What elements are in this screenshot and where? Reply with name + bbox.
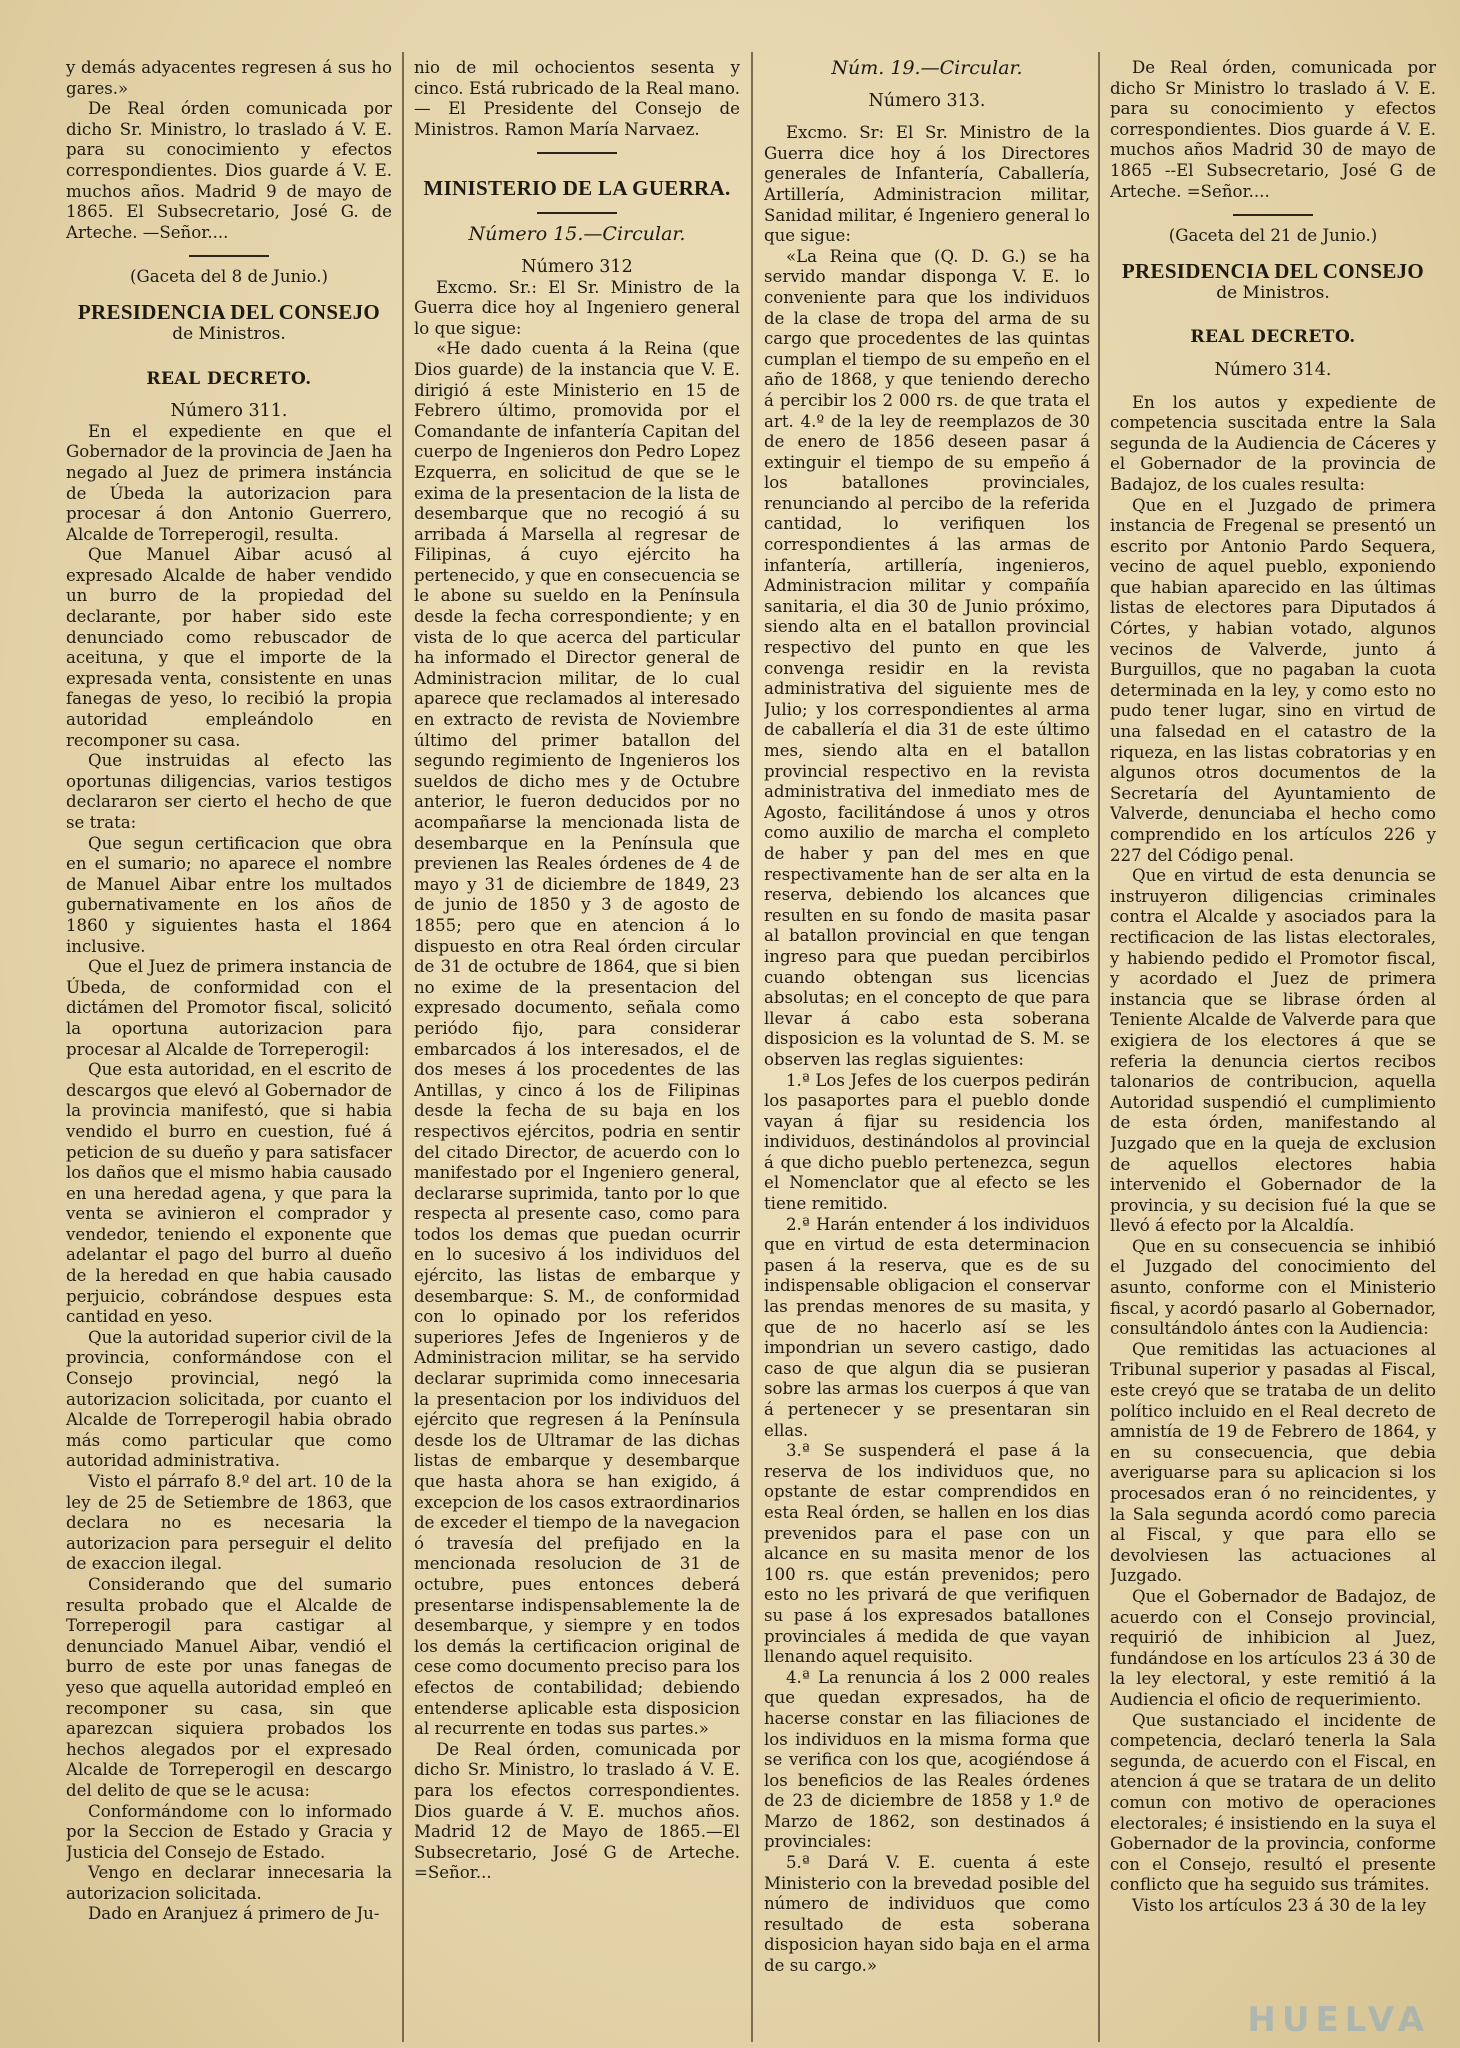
paragraph: Que la autoridad superior civil de la provincia, conformándose con el Consejo provincial, negó la autorizacion solicitada, por cuanto el Alcalde de Torreperogil habia obrado más como particular que como autoridad administrativa. bbox=[66, 1327, 392, 1471]
separator bbox=[537, 212, 617, 214]
section-heading: MINISTERIO DE LA GUERRA. bbox=[423, 176, 731, 201]
paragraph: Visto el párrafo 8.º del art. 10 de la ley de 25 de Setiembre de 1863, que declara no es necesaria la autorizacion para perseguir el delito de exaccion ilegal. bbox=[66, 1472, 392, 1574]
gazette-note: (Gaceta del 8 de Junio.) bbox=[130, 267, 328, 287]
column-rule bbox=[751, 52, 753, 2042]
paragraph: Que en el Juzgado de primera instancia de Fregenal se presentó un escrito por Antonio Pardo Sequera, vecino de aquel pueblo, exponiendo que habian aparecido en las últimas listas de electores para Diputados á Córtes, y habian votado, algunos vecinos de Valverde, junto á Burguillos, que no pagaban la cuota determinada en la ley, y como esto no pudo tener lugar, sino en virtud de una falsedad en el catastro de la riqueza, en las listas cobratorias y en algunos otros documentos de la Secretaría del Ayuntamiento de Valverde, denunciaba el hecho como comprendido en los artículos 226 y 227 del Código penal. bbox=[1110, 495, 1436, 865]
paragraph: En los autos y expediente de competencia suscitada entre la Sala segunda de la Audiencia de Cáceres y el Gobernador de la provincia de Badajoz, de los cuales resulta: bbox=[1110, 392, 1436, 494]
decree-title: REAL DECRETO. bbox=[146, 368, 312, 389]
paragraph: nio de mil ochocientos sesenta y cinco. Está rubricado de la Real mano. — El Presidente del Consejo de Ministros. Ramon María Narvaez. bbox=[414, 58, 740, 139]
separator bbox=[189, 255, 269, 257]
paragraph: Que instruidas al efecto las oportunas diligencias, varios testigos declararon ser cierto el hecho de que se trata: bbox=[66, 751, 392, 832]
paragraph: Conformándome con lo informado por la Seccion de Estado y Gracia y Justicia del Consejo de Estado. bbox=[66, 1801, 392, 1862]
section-heading: PRESIDENCIA DEL CONSEJO bbox=[77, 299, 381, 324]
order-number: Número 312 bbox=[521, 256, 633, 277]
paragraph: 5.ª Dará V. E. cuenta á este Ministerio con la brevedad posible del número de individuos que como resultado de esta soberana disposicion hayan sido baja en el arma de su cargo.» bbox=[764, 1853, 1090, 1976]
column-rule bbox=[1098, 52, 1100, 2042]
section-subheading: de Ministros. bbox=[172, 323, 286, 344]
paragraph: Que sustanciado el incidente de competencia, declaró tenerla la Sala segunda, de acuerdo con el Fiscal, en atencion á que se tratara de un delito comun con motivo de operaciones electorales; é insistiendo en la suya el Gobernador de la provincia, conforme con el Consejo, resultó el presente conflicto que ha seguido sus trámites. bbox=[1110, 1710, 1436, 1895]
paragraph: De Real órden comunicada por dicho Sr. Ministro, lo traslado á V. E. para su conocimiento y efectos correspondientes. Dios guarde á V. E. muchos años. Madrid 9 de mayo de 1865. El Subsecretario, José G. de Arteche. —Señor.... bbox=[66, 99, 392, 242]
paragraph: Que segun certificacion que obra en el sumario; no aparece el nombre de Manuel Aibar entre los multados gubernativamente en los años de 1860 y siguientes hasta el 1864 inclusive. bbox=[66, 833, 392, 956]
column-2 bbox=[414, 58, 740, 2034]
column-4 bbox=[1110, 58, 1436, 2034]
column-rule bbox=[402, 52, 404, 2042]
paragraph: Que remitidas las actuaciones al Tribunal superior y pasadas al Fiscal, este creyó que se trataba de un delito político incluido en el Real decreto de amnistía de 19 de Febrero de 1864, y en su consecuencia, que debia averiguarse para su aplicacion si los procesados eran ó no reincidentes, y la Sala segunda acordó como parecia al Fiscal, y que para ello se devolviesen las actuaciones al Juzgado. bbox=[1110, 1339, 1436, 1586]
paragraph: Que esta autoridad, en el escrito de descargos que elevó al Gobernador de la provincia manifestó, que si habia vendido el burro en cuestion, fué á peticion de su dueño y para satisfacer los daños que el mismo habia causado en una heredad agena, y que para la venta se avinieron el comprador y vendedor, teniendo el exponente que adelantar el pago del burro al dueño de la heredad en que habia causado perjuicio, cobrándose despues esta cantidad en yeso. bbox=[66, 1060, 392, 1327]
decree-number: Número 311. bbox=[170, 401, 288, 422]
paragraph: De Real órden, comunicada por dicho Sr. Ministro, lo traslado á V. E. para los efectos correspondientes. Dios guarde á V. E. muchos años. Madrid 12 de Mayo de 1865.—El Subsecretario, José G de Arteche. =Señor... bbox=[414, 1739, 740, 1883]
paragraph: 1.ª Los Jefes de los cuerpos pedirán los pasaportes para el pueblo donde vayan á fijar su residencia los individuos, destinándolos al provincial á que dicho pueblo pertenezca, segun el Nomenclator que al efecto se les tiene remitido. bbox=[764, 1070, 1090, 1214]
circular-title: Núm. 19.—Circular. bbox=[831, 58, 1023, 79]
paragraph: 4.ª La renuncia á los 2 000 reales que quedan expresados, ha de hacerse constar en las filiaciones de los individuos en la misma forma que se verifica con los que, acogiéndose á los beneficios de las Reales órdenes de 23 de diciembre de 1858 y 1.º de Marzo de 1862, son destinados á provinciales: bbox=[764, 1667, 1090, 1852]
column-3 bbox=[764, 58, 1090, 2034]
paragraph: Excmo. Sr: El Sr. Ministro de la Guerra dice hoy á los Directores generales de Infantería, Caballería, Artillería, Administracion militar, Sanidad militar, é Ingeniero general lo que sigue: bbox=[764, 123, 1090, 246]
decree-number: Número 314. bbox=[1214, 359, 1332, 380]
paragraph: y demás adyacentes regresen á sus ho gares.» bbox=[66, 58, 392, 98]
separator bbox=[1233, 214, 1313, 216]
paragraph: En el expediente en que el Gobernador de la provincia de Jaen ha negado al Juez de primera instáncia de Úbeda la autorizacion para procesar á don Antonio Guerrero, Alcalde de Torreperogil, resulta. bbox=[66, 421, 392, 544]
circular-title: Número 15.—Circular. bbox=[468, 223, 686, 246]
section-heading: PRESIDENCIA DEL CONSEJO bbox=[1121, 258, 1425, 283]
column-1 bbox=[66, 58, 392, 2034]
paragraph: Vengo en declarar innecesaria la autorizacion solicitada. bbox=[66, 1863, 392, 1903]
paragraph: Que el Juez de primera instancia de Úbeda, de conformidad con el dictámen del Promotor fiscal, solicitó la oportuna autorizacion para procesar al Alcalde de Torreperogil: bbox=[66, 957, 392, 1059]
paragraph: De Real órden, comunicada por dicho Sr Ministro lo traslado á V. E. para su conocimiento y efectos correspondientes. Dios guarde á V. E. muchos años Madrid 30 de mayo de 1865 --El Subsecretario, José G de Arteche. =Señor.... bbox=[1110, 58, 1436, 201]
paragraph: Que Manuel Aibar acusó al expresado Alcalde de haber vendido un burro de la propiedad del declarante, por haber sido este denunciado como rebuscador de aceituna, y que el importe de la expresada venta, consistente en unas fanegas de yeso, lo recibió la propia autoridad empleándolo en recomponer su casa. bbox=[66, 545, 392, 750]
paragraph: Visto los artículos 23 á 30 de la ley bbox=[1132, 1895, 1427, 1915]
paragraph: 3.ª Se suspenderá el pase á la reserva de los individuos que, no opstante de estar comprendidos en esta Real órden, se hallen en los dias prevenidos para el pase con un alcance en su masita menor de los 100 rs. que están prevenidos; pero esto no les privará de que verifiquen su pase á los expresados batallones provinciales á medida de que vayan llenando aquel requisito. bbox=[764, 1441, 1090, 1667]
archive-watermark: HUELVA bbox=[1247, 2000, 1430, 2040]
decree-title: REAL DECRETO. bbox=[1190, 327, 1356, 348]
paragraph: Que el Gobernador de Badajoz, de acuerdo con el Consejo provincial, requirió de inhibicion al Juez, fundándose en los artículos 23 á 30 de la ley electoral, y este remitió á la Audiencia el oficio de requerimiento. bbox=[1110, 1586, 1436, 1709]
paragraph: «He dado cuenta á la Reina (que Dios guarde) de la instancia que V. E. dirigió á este Ministerio en 15 de Febrero último, promovida por el Comandante de infantería Capitan del cuerpo de Ingenieros don Pedro Lopez Ezquerra, en solicitud de que se le exima de la presentacion de la lista de desembarque que no recogió á su arribada á Marsella al regresar de Filipinas, á cuyo ejército ha pertenecido, y que en consecuencia se le abone su sueldo en la Península desde la fecha correspondiente; y en vista de lo que acerca del particular ha informado el Director general de Administracion militar, de lo cual aparece que reclamados al interesado en extracto de revista de Noviembre último del primer batallon del segundo regimiento de Ingenieros los sueldos de dicho mes y de Octubre anterior, le fueron deducidos por no acompañarse la mencionada lista de desembarque en la Península que previenen las Reales órdenes de 4 de mayo y 31 de diciembre de 1849, 23 de junio de 1850 y 3 de agosto de 1855; pero que en atencion á lo dispuesto en otra Real órden circular de 31 de octubre de 1864, que si bien no exime de la presentacion del expresado documento, señala como periódo fijo, para considerar embarcados á los interesados, el de dos meses á los procedentes de las Antillas, y cinco á los de Filipinas desde la fecha de su baja en los respectivos ejércitos, podria en sentir del citado Director, de acuerdo con lo manifestado por el Ingeniero general, declararse suprimida, tanto por lo que respecta al presente caso, como para todos los demas que puedan ocurrir en lo sucesivo á los individuos del ejército, las listas de embarque y desembarque: S. M., de conformidad con lo opinado por los referidos superiores Jefes de Ingenieros y de Administracion militar, se ha servido declarar suprimida como innecesaria la presentacion por los individuos del ejército que regresen á la Península desde los de Ultramar de las dichas listas de embarque y desembarque que hasta ahora se han exigido, á excepcion de los casos extraordinarios de exceder el tiempo de la navegacion ó travesía del prefijado en la mencionada resolucion de 31 de octubre, pues entonces deberá presentarse indispensablemente la de desembarque, y siempre y en todos los demás la certificacion original de cese como documento preciso para los efectos de contabilidad; debiendo entenderse aplicable esta disposicion al recurrente en todas sus partes.» bbox=[414, 339, 740, 1739]
section-subheading: de Ministros. bbox=[1216, 282, 1330, 303]
order-number: Número 313. bbox=[868, 90, 986, 111]
paragraph: Que en su consecuencia se inhibió el Juzgado del conocimiento del asunto, conforme con el Ministerio fiscal, y acordó pasarlo al Gobernador, consultándolo ántes con la Audiencia: bbox=[1110, 1236, 1436, 1339]
paragraph: «La Reina que (Q. D. G.) se ha servido mandar disponga V. E. lo conveniente para que los individuos de la clase de tropa del arma de su cargo que procedentes de las quintas cumplan el tiempo de su empeño en el año de 1868, y que teniendo derecho á percibir los 2 000 rs. de que trata el art. 4.º de la ley de reemplazos de 30 de enero de 1856 deseen pasar á extinguir el tiempo de su empeño á los batallones provinciales, renunciando al percibo de la referida cantidad, lo verifiquen los correspondientes á las armas de infantería, artillería, ingenieros, Administracion militar y compañía sanitaria, el dia 30 de Junio próximo, siendo alta en el batallon provincial respectivo del punto en que les convenga residir en la revista administrativa del siguiente mes de Julio; y los correspondientes al arma de caballería el dia 31 de este último mes, siendo alta en el batallon provincial respectivo en la revista administrativa del inmediato mes de Agosto, facilitándose á unos y otros como auxilio de marcha el completo de haber y pan del mes en que respectivamente han de ser alta en la reserva, debiendo los alcances que resulten en su fondo de masita pasar al batallon provincial en que tengan ingreso para que puedan percibirlos cuando obtengan sus licencias absolutas; en el concepto de que para llevar á cabo esta soberana disposicion es la voluntad de S. M. se observen las reglas siguientes: bbox=[764, 246, 1090, 1069]
separator bbox=[537, 152, 617, 154]
paragraph: 2.ª Harán entender á los individuos que en virtud de esta determinacion pasen á la reserva, que es de su indispensable obligacion el conservar las prendas menores de su masita, y que de no hacerlo así se les impondrian un severo castigo, dado caso de que algun dia se pusieran sobre las armas los cuerpos á que van á pertenecer y se presentaran sin ellas. bbox=[764, 1214, 1090, 1440]
gazette-note: (Gaceta del 21 de Junio.) bbox=[1168, 226, 1378, 246]
paragraph: Considerando que del sumario resulta probado que el Alcalde de Torreperogil para castigar al denunciado Manuel Aibar, vendió el burro de este por unas fanegas de yeso que aquella autoridad empleó en recomponer su casa, sin que aparezcan siquiera probados los hechos alegados por el expresado Alcalde de Torreperogil en descargo del delito de que se le acusa: bbox=[66, 1574, 392, 1800]
paragraph: Que en virtud de esta denuncia se instruyeron diligencias criminales contra el Alcalde y asociados para la rectificacion de las listas electorales, y habiendo pedido el Promotor fiscal, y acordado el Juez de primera instancia que se librase órden al Teniente Alcalde de Valverde para que exigiera de los electores á que se referia la denuncia ciertos recibos talonarios de contribucion, aquella Autoridad suspendió el cumplimiento de esta órden, manifestando al Juzgado que en la queja de exclusion de aquellos electores habia intervenido el Gobernador de la provincia, y su decision fué la que se llevó á efecto por la Alcaldía. bbox=[1110, 866, 1436, 1236]
paragraph: Excmo. Sr.: El Sr. Ministro de la Guerra dice hoy al Ingeniero general lo que sigue: bbox=[414, 277, 740, 338]
paragraph: Dado en Aranjuez á primero de Ju- bbox=[88, 1904, 380, 1924]
